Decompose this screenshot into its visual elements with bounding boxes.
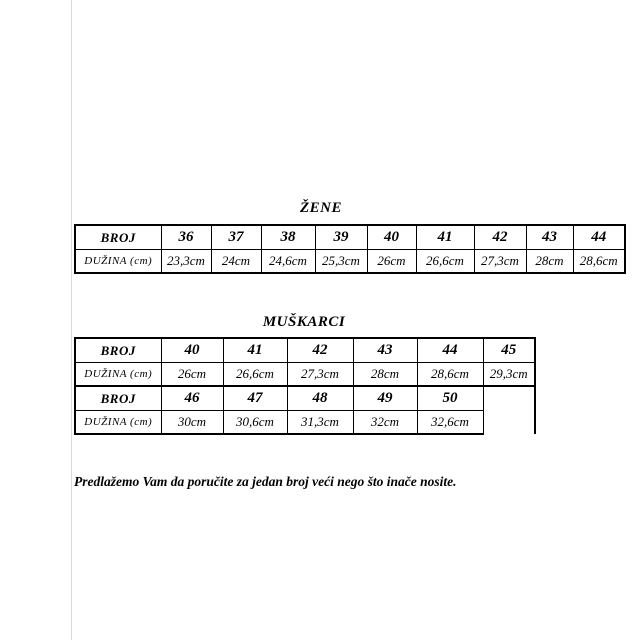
men-section-title: MUŠKARCI [262,314,346,330]
men-length-cell: 29,3cm [483,363,535,387]
women-size-cell: 40 [367,225,416,250]
table-row [75,363,535,387]
table-row [75,338,535,363]
men-size-table [74,337,536,435]
men-length-cell: 26cm [161,363,223,387]
men-length-cell: 28cm [353,363,417,387]
women-size-cell: 37 [211,225,261,250]
men-size-cell: 41 [223,338,287,363]
table-row [75,250,625,274]
men-length-cell-empty [483,411,535,435]
women-row-label-duzina: DUŽINA (cm) [75,250,161,274]
men-size-cell: 45 [483,338,535,363]
women-size-cell: 39 [315,225,367,250]
advice-note: Predlažemo Vam da poručite za jedan broj veći nego što inače nosite. [74,474,457,489]
men-size-cell: 46 [161,386,223,411]
men-row-label-broj-top: BROJ [75,338,161,363]
men-size-cell: 42 [287,338,353,363]
men-size-cell: 48 [287,386,353,411]
women-size-cell: 44 [573,225,625,250]
women-length-cell: 28,6cm [573,250,625,274]
page-left-rule [71,0,72,640]
women-section-title: ŽENE [299,200,342,216]
men-size-cell-empty [483,386,535,411]
women-size-cell: 36 [161,225,211,250]
men-length-cell: 26,6cm [223,363,287,387]
women-size-cell: 42 [474,225,526,250]
men-row-label-duzina-bottom: DUŽINA (cm) [75,411,161,435]
men-size-cell: 44 [417,338,483,363]
men-size-cell: 47 [223,386,287,411]
men-length-cell: 31,3cm [287,411,353,435]
women-length-cell: 24cm [211,250,261,274]
men-size-cell: 43 [353,338,417,363]
men-length-cell: 32cm [353,411,417,435]
men-size-cell: 40 [161,338,223,363]
men-size-cell: 50 [417,386,483,411]
men-length-cell: 30cm [161,411,223,435]
women-length-cell: 24,6cm [261,250,315,274]
women-size-table [74,224,626,274]
women-length-cell: 25,3cm [315,250,367,274]
women-length-cell: 26,6cm [416,250,474,274]
table-row [75,386,535,411]
women-size-cell: 43 [526,225,573,250]
women-row-label-broj: BROJ [75,225,161,250]
men-row-label-duzina-top: DUŽINA (cm) [75,363,161,387]
men-size-cell: 49 [353,386,417,411]
women-size-cell: 38 [261,225,315,250]
men-row-label-broj-bottom: BROJ [75,386,161,411]
table-row [75,411,535,435]
women-length-cell: 26cm [367,250,416,274]
men-length-cell: 32,6cm [417,411,483,435]
men-length-cell: 28,6cm [417,363,483,387]
men-length-cell: 30,6cm [223,411,287,435]
table-row [75,225,625,250]
women-length-cell: 27,3cm [474,250,526,274]
women-length-cell: 23,3cm [161,250,211,274]
men-length-cell: 27,3cm [287,363,353,387]
women-size-cell: 41 [416,225,474,250]
women-length-cell: 28cm [526,250,573,274]
